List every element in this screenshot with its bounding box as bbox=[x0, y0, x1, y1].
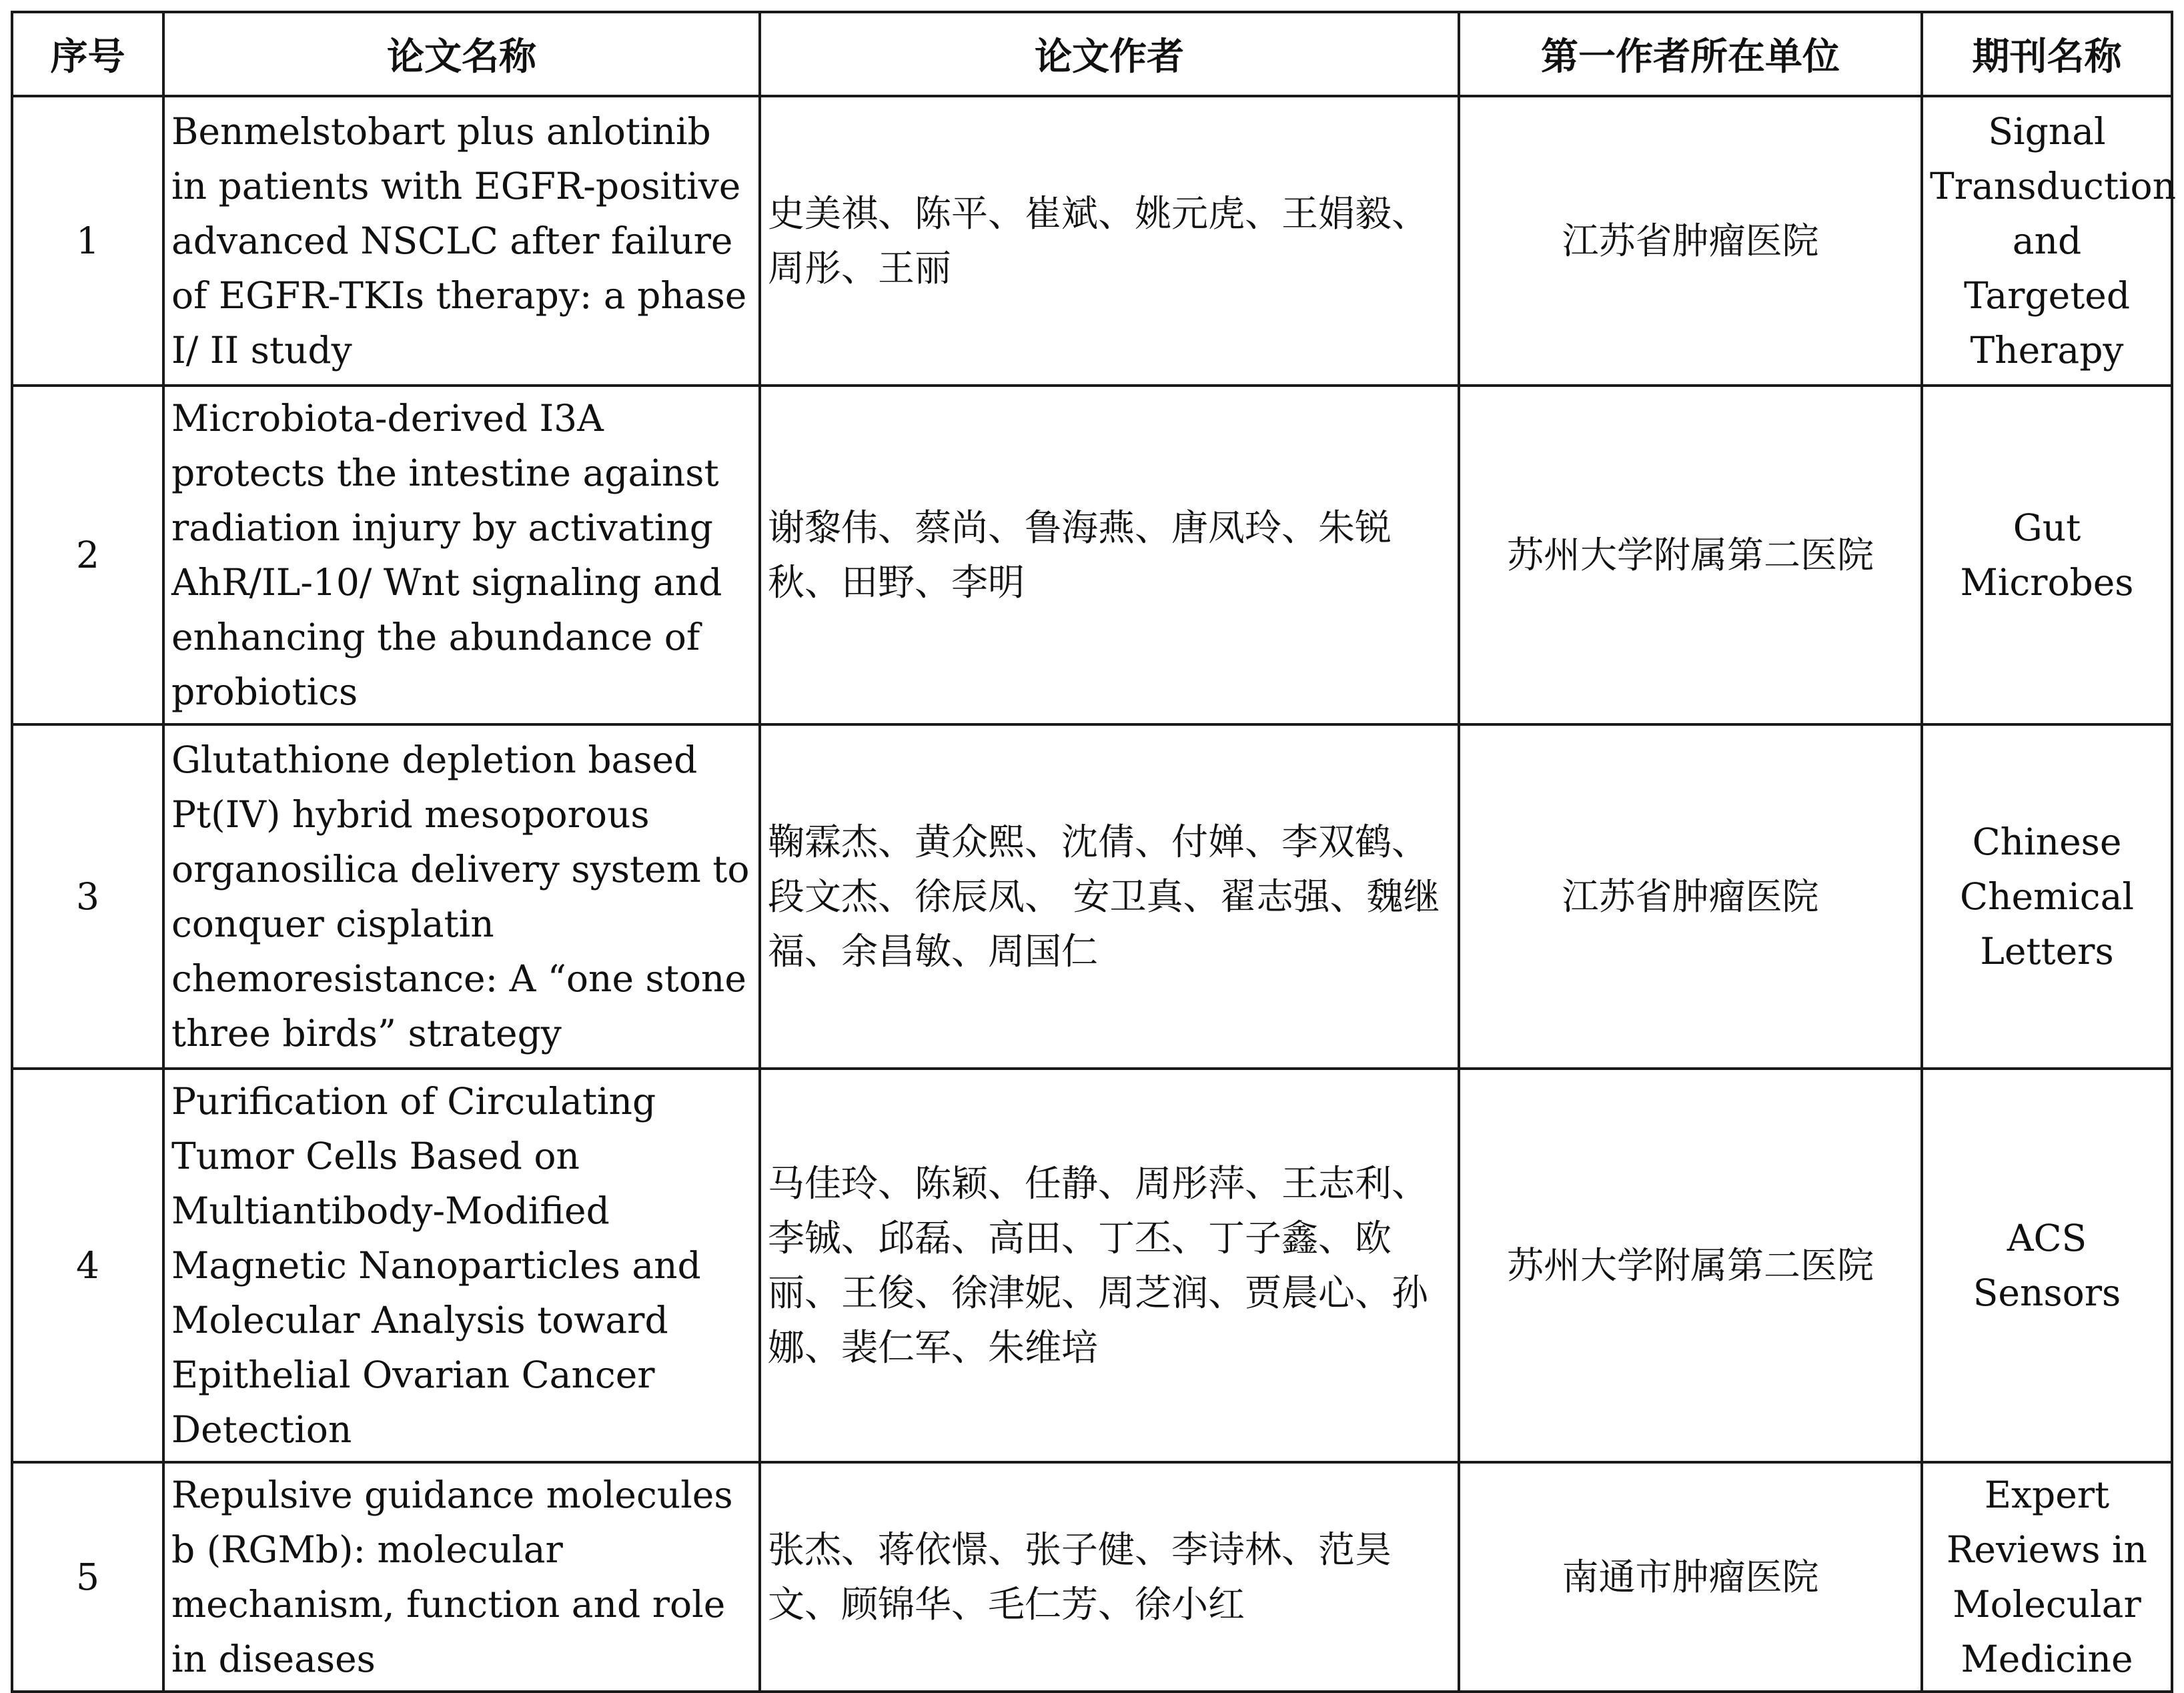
header-no: 序号 bbox=[12, 12, 163, 96]
table-row bbox=[12, 96, 2172, 386]
header-authors: 论文作者 bbox=[760, 12, 1459, 96]
table-row bbox=[12, 1462, 2172, 1692]
table-row bbox=[12, 1069, 2172, 1462]
table-row bbox=[12, 386, 2172, 724]
journal-name: Gut Microbes bbox=[1922, 386, 2172, 724]
row-number: 5 bbox=[12, 1462, 163, 1692]
paper-authors: 谢黎伟、蔡尚、鲁海燕、唐凤玲、朱锐秋、田野、李明 bbox=[760, 386, 1459, 724]
journal-name: ACS Sensors bbox=[1922, 1069, 2172, 1462]
first-author-organization: 江苏省肿瘤医院 bbox=[1459, 724, 1922, 1069]
paper-authors: 鞠霖杰、黄众熙、沈倩、付婵、李双鹤、段文杰、徐辰凤、 安卫真、翟志强、魏继福、余昌敏、周国仁 bbox=[760, 724, 1459, 1069]
paper-title: Benmelstobart plus anlotinib in patients with EGFR-positive advanced NSCLC after failure of EGFR-TKIs therapy: a phase I/ II study bbox=[163, 96, 760, 386]
journal-name: Chinese Chemical Letters bbox=[1922, 724, 2172, 1069]
paper-authors: 马佳玲、陈颖、任静、周彤萍、王志利、李铖、邱磊、高田、丁丕、丁子鑫、欧丽、王俊、徐津妮、周芝润、贾晨心、孙娜、裴仁军、朱维培 bbox=[760, 1069, 1459, 1462]
paper-title: Repulsive guidance molecules b (RGMb): molecular mechanism, function and role in diseases bbox=[163, 1462, 760, 1692]
paper-title: Purification of Circulating Tumor Cells Based on Multiantibody-Modified Magnetic Nanoparticles and Molecular Analysis toward Epithelial Ovarian Cancer Detection bbox=[163, 1069, 760, 1462]
first-author-organization: 苏州大学附属第二医院 bbox=[1459, 1069, 1922, 1462]
row-number: 3 bbox=[12, 724, 163, 1069]
row-number: 1 bbox=[12, 96, 163, 386]
paper-authors: 史美祺、陈平、崔斌、姚元虎、王娟毅、周彤、王丽 bbox=[760, 96, 1459, 386]
row-number: 2 bbox=[12, 386, 163, 724]
header-row bbox=[12, 12, 2172, 96]
first-author-organization: 江苏省肿瘤医院 bbox=[1459, 96, 1922, 386]
first-author-organization: 苏州大学附属第二医院 bbox=[1459, 386, 1922, 724]
header-organization: 第一作者所在单位 bbox=[1459, 12, 1922, 96]
table-row bbox=[12, 724, 2172, 1069]
paper-title: Glutathione depletion based Pt(IV) hybrid mesoporous organosilica delivery system to conquer cisplatin chemoresistance: A “one stone three birds” strategy bbox=[163, 724, 760, 1069]
journal-name: Signal Transduction and Targeted Therapy bbox=[1922, 96, 2172, 386]
papers-table bbox=[11, 11, 2177, 1693]
row-number: 4 bbox=[12, 1069, 163, 1462]
header-title: 论文名称 bbox=[163, 12, 760, 96]
paper-authors: 张杰、蒋依憬、张子健、李诗林、范昊文、顾锦华、毛仁芳、徐小红 bbox=[760, 1462, 1459, 1692]
header-journal: 期刊名称 bbox=[1922, 12, 2172, 96]
journal-name: Expert Reviews in Molecular Medicine bbox=[1922, 1462, 2172, 1692]
paper-title: Microbiota-derived I3A protects the intestine against radiation injury by activating AhR/IL-10/ Wnt signaling and enhancing the abundance of probiotics bbox=[163, 386, 760, 724]
first-author-organization: 南通市肿瘤医院 bbox=[1459, 1462, 1922, 1692]
